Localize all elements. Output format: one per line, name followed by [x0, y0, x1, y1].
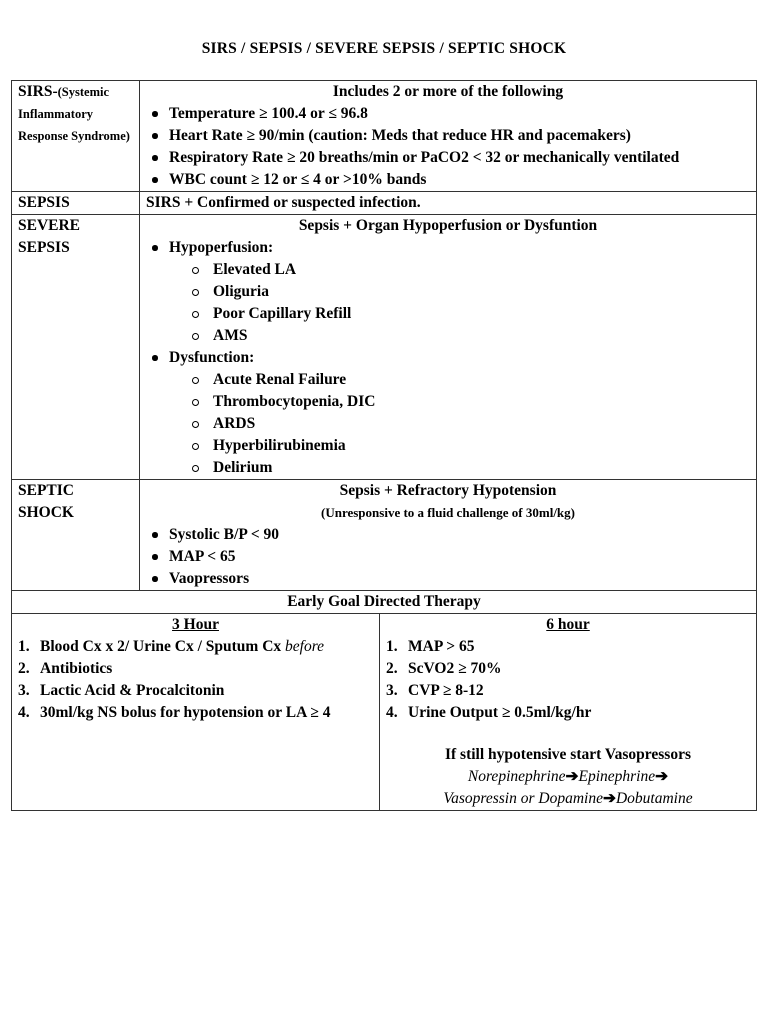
sirs-criterion: WBC count ≥ 12 or ≤ 4 or >10% bands: [146, 169, 750, 191]
six-hour-item: [386, 658, 750, 680]
sirs-row: [12, 81, 757, 192]
sepsis-row: [12, 192, 757, 215]
six-hour-item: [386, 636, 750, 658]
dysfunction-item: Hyperbilirubinemia: [190, 435, 750, 457]
three-hour-column: [12, 614, 380, 810]
item-number: 4.: [18, 704, 30, 721]
septic-shock-label-line1: SEPTIC: [18, 482, 74, 499]
sirs-label-description: (Systemic Inflammatory Response Syndrome): [18, 85, 130, 143]
sirs-heading: Includes 2 or more of the following: [332, 83, 564, 100]
three-hour-item: [18, 658, 373, 680]
severe-sepsis-label-line2: SEPSIS: [18, 239, 70, 256]
sepsis-label: SEPSIS: [12, 192, 140, 215]
sepsis-criteria-table: [11, 80, 757, 811]
sirs-criterion: Temperature ≥ 100.4 or ≤ 96.8: [146, 103, 750, 125]
document-title: SIRS / SEPSIS / SEVERE SEPSIS / SEPTIC SHOCK: [201, 40, 567, 57]
dysfunction-label: Dysfunction:: [169, 349, 255, 366]
septic-shock-heading: Sepsis + Refractory Hypotension: [339, 482, 557, 499]
severe-sepsis-groups: [146, 237, 750, 259]
item-number: 4.: [386, 704, 398, 721]
drug-name: Epinephrine: [578, 768, 656, 785]
septic-shock-content-cell: [140, 480, 757, 591]
septic-shock-list: [146, 524, 750, 590]
egdt-heading-row: [12, 591, 757, 614]
dysfunction-list: [146, 369, 750, 479]
six-hour-item: [386, 702, 750, 724]
septic-shock-item: MAP < 65: [146, 546, 750, 568]
hypoperfusion-item: Elevated LA: [190, 259, 750, 281]
drug-name: Norepinephrine: [467, 768, 566, 785]
arrow-right-icon: ➔: [602, 790, 616, 807]
six-hour-item: [386, 680, 750, 702]
hypoperfusion-label: Hypoperfusion:: [169, 239, 274, 256]
hypoperfusion-item: AMS: [190, 325, 750, 347]
three-hour-title: 3 Hour: [172, 616, 219, 633]
item-text: CVP ≥ 8-12: [408, 682, 484, 699]
hypoperfusion-item: Poor Capillary Refill: [190, 303, 750, 325]
severe-sepsis-row: [12, 215, 757, 480]
sirs-criterion: Heart Rate ≥ 90/min (caution: Meds that reduce HR and pacemakers): [146, 125, 750, 147]
six-hour-list: [386, 636, 750, 724]
severe-sepsis-heading: Sepsis + Organ Hypoperfusion or Dysfuntion: [298, 217, 598, 234]
six-hour-title: 6 hour: [546, 616, 590, 633]
item-text: ScVO2 ≥ 70%: [408, 660, 502, 677]
sirs-label-cell: [12, 81, 140, 192]
drug-name: Vasopressin or Dopamine: [443, 790, 603, 807]
egdt-columns-row: [12, 614, 757, 811]
dysfunction-item: ARDS: [190, 413, 750, 435]
sirs-content-cell: [140, 81, 757, 192]
item-text: Antibiotics: [40, 660, 113, 677]
item-text: 30ml/kg NS bolus for hypotension or LA ≥ 4: [40, 704, 331, 721]
six-hour-column: [380, 614, 757, 810]
item-number: 1.: [18, 638, 30, 655]
vasopressor-chain-line2: [386, 788, 750, 810]
egdt-table: [12, 614, 756, 810]
item-text: Blood Cx x 2/ Urine Cx / Sputum Cx: [40, 638, 286, 655]
dysfunction-group-list: [146, 347, 750, 369]
arrow-right-icon: ➔: [565, 768, 579, 785]
hypoperfusion-group: [146, 237, 750, 259]
septic-shock-label-line2: SHOCK: [18, 504, 74, 521]
dysfunction-item: Acute Renal Failure: [190, 369, 750, 391]
sepsis-definition: SIRS + Confirmed or suspected infection.: [140, 192, 757, 215]
septic-shock-row: [12, 480, 757, 591]
item-italic-text: before: [285, 638, 325, 655]
still-hypotensive-note: If still hypotensive start Vasopressors: [444, 746, 691, 763]
item-number: 3.: [18, 682, 30, 699]
item-text: Urine Output ≥ 0.5ml/kg/hr: [408, 704, 592, 721]
vasopressor-chain-line1: [386, 766, 750, 788]
item-number: 2.: [386, 660, 398, 677]
arrow-right-icon: ➔: [655, 768, 669, 785]
three-hour-item: [18, 702, 373, 724]
sirs-label: SIRS-: [18, 83, 58, 100]
hypoperfusion-item: Oliguria: [190, 281, 750, 303]
three-hour-list: [18, 636, 373, 724]
dysfunction-item: Thrombocytopenia, DIC: [190, 391, 750, 413]
dysfunction-group: [146, 347, 750, 369]
severe-sepsis-content-cell: [140, 215, 757, 480]
hypoperfusion-list: [146, 259, 750, 347]
dysfunction-item: Delirium: [190, 457, 750, 479]
item-number: 1.: [386, 638, 398, 655]
egdt-heading: Early Goal Directed Therapy: [12, 591, 757, 614]
item-text: Lactic Acid & Procalcitonin: [40, 682, 225, 699]
septic-shock-subheading: (Unresponsive to a fluid challenge of 30ml/kg): [321, 505, 575, 520]
sirs-criteria-list: [146, 103, 750, 191]
three-hour-item: [18, 636, 373, 658]
item-number: 2.: [18, 660, 30, 677]
drug-name: Dobutamine: [615, 790, 693, 807]
septic-shock-item: Vaopressors: [146, 568, 750, 590]
item-number: 3.: [386, 682, 398, 699]
septic-shock-label-cell: [12, 480, 140, 591]
severe-sepsis-label-line1: SEVERE: [18, 217, 81, 234]
egdt-columns-cell: [12, 614, 757, 811]
sirs-criterion: Respiratory Rate ≥ 20 breaths/min or PaCO2 < 32 or mechanically ventilated: [146, 147, 750, 169]
severe-sepsis-label-cell: [12, 215, 140, 480]
three-hour-item: [18, 680, 373, 702]
item-text: MAP > 65: [408, 638, 475, 655]
septic-shock-item: Systolic B/P < 90: [146, 524, 750, 546]
